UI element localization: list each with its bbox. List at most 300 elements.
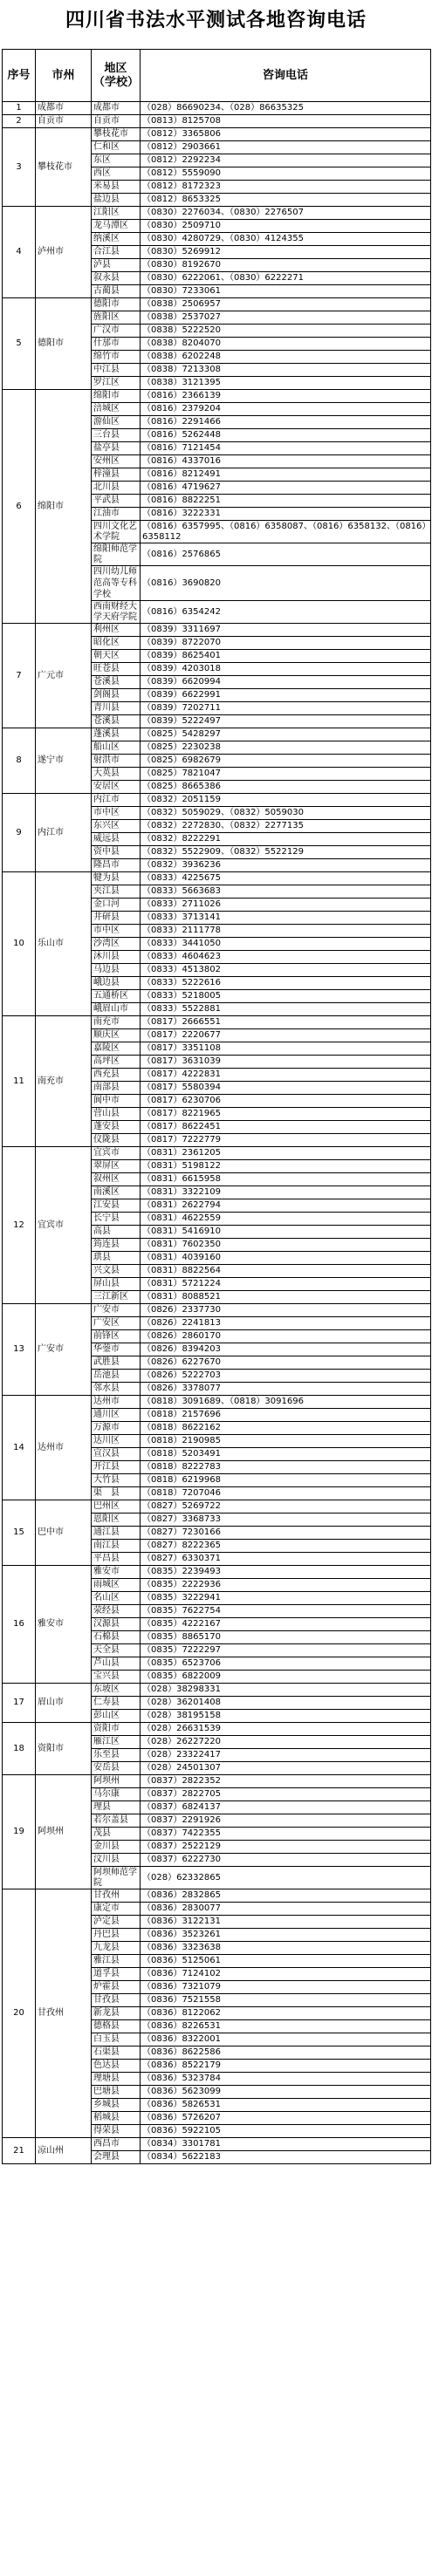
area-cell: 名山区	[92, 1592, 141, 1605]
phone-cell: （028）23322417	[141, 1749, 431, 1762]
table-row	[3, 1889, 431, 1903]
area-cell: 汶川县	[92, 1854, 141, 1867]
area-cell: 高坪区	[92, 1056, 141, 1069]
city-cell: 凉山州	[36, 2138, 92, 2164]
area-cell: 稻城县	[92, 2112, 141, 2125]
area-cell: 三台县	[92, 429, 141, 442]
phone-cell: （0818）6219968	[141, 1474, 431, 1487]
phone-cell: （0816）2379204	[141, 403, 431, 416]
table-row	[3, 1566, 431, 1579]
phone-cell: （0818）8222783	[141, 1461, 431, 1474]
phone-cell: （0816）3222331	[141, 508, 431, 521]
phone-cell: （0816）4337016	[141, 455, 431, 468]
area-cell: 金川县	[92, 1841, 141, 1854]
header-city: 市州	[36, 50, 92, 102]
phone-cell: （028）62332865	[141, 1867, 431, 1889]
area-cell: 剑阁县	[92, 689, 141, 702]
phone-cell: （0825）5428297	[141, 728, 431, 741]
phone-cell: （0837）6222730	[141, 1854, 431, 1867]
phone-cell: （0827）3368733	[141, 1513, 431, 1527]
phone-cell: （0818）7207046	[141, 1487, 431, 1500]
city-cell: 泸州市	[36, 207, 92, 298]
area-cell: 中江县	[92, 364, 141, 377]
area-cell: 犍为县	[92, 872, 141, 885]
phone-cell: （0818）8622162	[141, 1422, 431, 1435]
area-cell: 前锋区	[92, 1330, 141, 1343]
phone-cell: （0817）2220677	[141, 1029, 431, 1042]
phone-cell: （0816）2366139	[141, 390, 431, 403]
phone-cell: （0831）6615958	[141, 1173, 431, 1186]
phone-cell: （0827）7230166	[141, 1527, 431, 1540]
area-cell: 通川区	[92, 1409, 141, 1422]
area-cell: 沙湾区	[92, 938, 141, 951]
area-cell: 内江市	[92, 794, 141, 807]
city-cell: 广安市	[36, 1304, 92, 1396]
area-cell: 雨城区	[92, 1579, 141, 1592]
phone-cell: （0836）5323784	[141, 2073, 431, 2086]
phone-cell: （028）26631539	[141, 1723, 431, 1736]
phone-cell: （0831）5721224	[141, 1278, 431, 1291]
seq-cell: 4	[3, 207, 36, 298]
table-row	[3, 1396, 431, 1409]
area-cell: 朝天区	[92, 650, 141, 663]
area-cell: 广安区	[92, 1317, 141, 1330]
area-cell: 筠连县	[92, 1239, 141, 1252]
phone-cell: （0833）2711026	[141, 899, 431, 912]
phone-cell: （0835）4222167	[141, 1618, 431, 1631]
area-cell: 安州区	[92, 455, 141, 468]
phone-cell: （028）26227220	[141, 1736, 431, 1749]
area-cell: 大英县	[92, 768, 141, 781]
area-cell: 高县	[92, 1226, 141, 1239]
phone-cell: （0831）3322109	[141, 1186, 431, 1199]
area-cell: 德阳市	[92, 298, 141, 311]
phone-cell: （0835）6523706	[141, 1657, 431, 1671]
phone-cell: （0836）5726207	[141, 2112, 431, 2125]
area-cell: 马边县	[92, 964, 141, 977]
phone-cell: （0838）7213308	[141, 364, 431, 377]
phone-cell: （0837）2522129	[141, 1841, 431, 1854]
phone-cell: （0835）7222297	[141, 1644, 431, 1657]
contact-table	[2, 49, 431, 2164]
area-cell: 开江县	[92, 1461, 141, 1474]
table-row	[3, 115, 431, 128]
area-cell: 西南财经大学天府学院	[92, 601, 141, 624]
seq-cell: 7	[3, 624, 36, 728]
table-row	[3, 390, 431, 403]
area-cell: 江阳区	[92, 207, 141, 220]
table-row	[3, 1016, 431, 1029]
phone-cell: （0830）2509710	[141, 220, 431, 233]
phone-cell: （028）38298331	[141, 1684, 431, 1697]
area-cell: 绵阳市	[92, 390, 141, 403]
phone-cell: （0826）5222703	[141, 1370, 431, 1383]
phone-cell: （0817）2666551	[141, 1016, 431, 1029]
area-cell: 屏山县	[92, 1278, 141, 1291]
phone-cell: （0839）6620994	[141, 676, 431, 689]
area-cell: 甘孜州	[92, 1889, 141, 1903]
area-cell: 南充市	[92, 1016, 141, 1029]
phone-cell: （0831）5416910	[141, 1226, 431, 1239]
area-cell: 白玉县	[92, 2033, 141, 2046]
phone-cell: （0816）4719627	[141, 482, 431, 495]
phone-cell: （0818）2190985	[141, 1435, 431, 1448]
phone-cell: （0836）8122062	[141, 2007, 431, 2020]
table-row	[3, 1775, 431, 1788]
table-row	[3, 207, 431, 220]
phone-cell: （0817）4222831	[141, 1069, 431, 1082]
seq-cell: 11	[3, 1016, 36, 1147]
phone-cell: （0837）2822705	[141, 1788, 431, 1801]
phone-cell: （0812）2903661	[141, 141, 431, 154]
seq-cell: 17	[3, 1684, 36, 1723]
phone-cell: （0835）7622754	[141, 1605, 431, 1618]
city-cell: 内江市	[36, 794, 92, 872]
phone-cell: （0836）2832865	[141, 1889, 431, 1903]
area-cell: 峨眉山市	[92, 1003, 141, 1016]
area-cell: 资中县	[92, 846, 141, 859]
phone-cell: （0826）2241813	[141, 1317, 431, 1330]
area-cell: 安岳县	[92, 1762, 141, 1775]
phone-cell: （0831）4039160	[141, 1252, 431, 1265]
area-cell: 得荣县	[92, 2125, 141, 2138]
area-cell: 珙县	[92, 1252, 141, 1265]
phone-cell: （0830）6222061、（0830）6222271	[141, 272, 431, 285]
phone-cell: （0816）8212491	[141, 468, 431, 482]
city-cell: 阿坝州	[36, 1775, 92, 1889]
area-cell: 什邡市	[92, 338, 141, 351]
phone-cell: （0834）3301781	[141, 2138, 431, 2151]
area-cell: 仁寿县	[92, 1697, 141, 1710]
area-cell: 古蔺县	[92, 285, 141, 298]
area-cell: 旺苍县	[92, 663, 141, 676]
area-cell: 阿坝师范学院	[92, 1867, 141, 1889]
area-cell: 泸县	[92, 259, 141, 272]
seq-cell: 16	[3, 1566, 36, 1684]
phone-cell: （0812）2292234	[141, 154, 431, 167]
phone-cell: （0817）5580394	[141, 1082, 431, 1095]
area-cell: 大竹县	[92, 1474, 141, 1487]
area-cell: 盐边县	[92, 194, 141, 207]
phone-cell: （0830）7233061	[141, 285, 431, 298]
phone-cell: （0830）5269912	[141, 246, 431, 259]
city-cell: 遂宁市	[36, 728, 92, 794]
area-cell: 新龙县	[92, 2007, 141, 2020]
seq-cell: 3	[3, 128, 36, 207]
table-row	[3, 794, 431, 807]
city-cell: 达州市	[36, 1396, 92, 1500]
area-cell: 茂县	[92, 1828, 141, 1841]
phone-cell: （0818）3091689、（0818）3091696	[141, 1396, 431, 1409]
area-cell: 东坡区	[92, 1684, 141, 1697]
phone-cell: （0831）2361205	[141, 1147, 431, 1160]
phone-cell: （028）36201408	[141, 1697, 431, 1710]
area-cell: 广安市	[92, 1304, 141, 1317]
area-cell: 苍溪县	[92, 715, 141, 728]
phone-cell: （0832）2272830、（0832）2277135	[141, 820, 431, 833]
phone-cell: （0832）3936236	[141, 859, 431, 872]
area-cell: 峨边县	[92, 977, 141, 990]
table-row	[3, 1684, 431, 1697]
area-cell: 理县	[92, 1801, 141, 1814]
city-cell: 甘孜州	[36, 1889, 92, 2138]
phone-cell: （0827）8222365	[141, 1540, 431, 1553]
phone-cell: （0826）2337730	[141, 1304, 431, 1317]
table-row	[3, 128, 431, 141]
area-cell: 乡城县	[92, 2099, 141, 2112]
area-cell: 雅安市	[92, 1566, 141, 1579]
area-cell: 色达县	[92, 2060, 141, 2073]
area-cell: 平武县	[92, 495, 141, 508]
area-cell: 九龙县	[92, 1942, 141, 1955]
seq-cell: 8	[3, 728, 36, 794]
phone-cell: （0817）8622451	[141, 1121, 431, 1134]
area-cell: 射洪市	[92, 755, 141, 768]
phone-cell: （0838）5222520	[141, 325, 431, 338]
phone-cell: （0838）2506957	[141, 298, 431, 311]
phone-cell: （0836）8522179	[141, 2060, 431, 2073]
area-cell: 沐川县	[92, 951, 141, 964]
seq-cell: 5	[3, 298, 36, 390]
area-cell: 叙永县	[92, 272, 141, 285]
phone-cell: （0831）8822564	[141, 1265, 431, 1278]
phone-cell: （0826）3378077	[141, 1383, 431, 1396]
area-cell: 利州区	[92, 624, 141, 637]
city-cell: 乐山市	[36, 872, 92, 1016]
area-cell: 旌阳区	[92, 311, 141, 325]
city-cell: 德阳市	[36, 298, 92, 390]
area-cell: 自贡市	[92, 115, 141, 128]
area-cell: 绵竹市	[92, 351, 141, 364]
phone-cell: （0827）6330371	[141, 1553, 431, 1566]
phone-cell: （0835）8865170	[141, 1631, 431, 1644]
phone-cell: （0832）2051159	[141, 794, 431, 807]
phone-cell: （0836）5623099	[141, 2086, 431, 2099]
phone-cell: （0832）8222291	[141, 833, 431, 846]
area-cell: 广汉市	[92, 325, 141, 338]
table-row	[3, 1723, 431, 1736]
phone-cell: （0817）8221965	[141, 1108, 431, 1121]
phone-cell: （0827）5269722	[141, 1500, 431, 1513]
phone-cell: （0813）8125708	[141, 115, 431, 128]
phone-cell: （0816）5262448	[141, 429, 431, 442]
area-cell: 西区	[92, 167, 141, 181]
table-row	[3, 872, 431, 885]
phone-cell: （0833）5522881	[141, 1003, 431, 1016]
phone-cell: （0816）2576865	[141, 543, 431, 566]
phone-cell: （0832）5059029、（0832）5059030	[141, 807, 431, 820]
phone-cell: （0836）8322001	[141, 2033, 431, 2046]
area-cell: 北川县	[92, 482, 141, 495]
area-cell: 叙州区	[92, 1173, 141, 1186]
phone-cell: （0831）8088521	[141, 1291, 431, 1304]
area-cell: 四川文化艺术学院	[92, 521, 141, 543]
area-cell: 康定市	[92, 1903, 141, 1916]
table-row	[3, 1147, 431, 1160]
area-cell: 营山县	[92, 1108, 141, 1121]
seq-cell: 1	[3, 102, 36, 115]
area-cell: 昭化区	[92, 637, 141, 650]
area-cell: 合江县	[92, 246, 141, 259]
area-cell: 恩阳区	[92, 1513, 141, 1527]
phone-cell: （0816）6354242	[141, 601, 431, 624]
area-cell: 米易县	[92, 181, 141, 194]
area-cell: 会理县	[92, 2151, 141, 2164]
phone-cell: （0825）7821047	[141, 768, 431, 781]
area-cell: 井研县	[92, 912, 141, 925]
phone-cell: （0837）2291926	[141, 1814, 431, 1828]
phone-cell: （028）24501307	[141, 1762, 431, 1775]
area-cell: 仁和区	[92, 141, 141, 154]
area-cell: 西充县	[92, 1069, 141, 1082]
area-cell: 长宁县	[92, 1213, 141, 1226]
area-cell: 武胜县	[92, 1356, 141, 1370]
table-row	[3, 2138, 431, 2151]
area-cell: 丹巴县	[92, 1929, 141, 1942]
seq-cell: 20	[3, 1889, 36, 2138]
phone-cell: （0833）5222616	[141, 977, 431, 990]
phone-cell: （0826）8394203	[141, 1343, 431, 1356]
area-cell: 蓬安县	[92, 1121, 141, 1134]
table-body	[3, 102, 431, 2164]
area-cell: 雅江县	[92, 1955, 141, 1968]
area-cell: 达川区	[92, 1435, 141, 1448]
table-header-row	[3, 50, 431, 102]
phone-cell: （0836）3323638	[141, 1942, 431, 1955]
table-row	[3, 624, 431, 637]
area-cell: 彭山区	[92, 1710, 141, 1723]
area-cell: 船山区	[92, 741, 141, 755]
seq-cell: 10	[3, 872, 36, 1016]
header-seq: 序号	[3, 50, 36, 102]
table-row	[3, 728, 431, 741]
area-cell: 嘉陵区	[92, 1042, 141, 1056]
area-cell: 五通桥区	[92, 990, 141, 1003]
area-cell: 道孚县	[92, 1968, 141, 1981]
phone-cell: （0836）8622586	[141, 2046, 431, 2060]
header-area: 地区（学校）	[92, 50, 141, 102]
area-cell: 江安县	[92, 1199, 141, 1213]
phone-cell: （0838）6202248	[141, 351, 431, 364]
phone-cell: （0812）5559090	[141, 167, 431, 181]
seq-cell: 2	[3, 115, 36, 128]
area-cell: 渠 县	[92, 1487, 141, 1500]
phone-cell: （0836）7521558	[141, 1994, 431, 2007]
area-cell: 德格县	[92, 2020, 141, 2033]
phone-cell: （0831）2622794	[141, 1199, 431, 1213]
phone-cell: （0836）2830077	[141, 1903, 431, 1916]
seq-cell: 21	[3, 2138, 36, 2164]
area-cell: 通江县	[92, 1527, 141, 1540]
seq-cell: 12	[3, 1147, 36, 1304]
seq-cell: 18	[3, 1723, 36, 1775]
page-title: 四川省书法水平测试各地咨询电话	[65, 10, 367, 31]
area-cell: 石棉县	[92, 1631, 141, 1644]
city-cell: 雅安市	[36, 1566, 92, 1684]
area-cell: 南江县	[92, 1540, 141, 1553]
phone-cell: （0831）5198122	[141, 1160, 431, 1173]
area-cell: 威远县	[92, 833, 141, 846]
phone-cell: （0837）7422355	[141, 1828, 431, 1841]
area-cell: 龙马潭区	[92, 220, 141, 233]
phone-cell: （0833）3713141	[141, 912, 431, 925]
area-cell: 蓬溪县	[92, 728, 141, 741]
phone-cell: （0833）4225675	[141, 872, 431, 885]
area-cell: 达州市	[92, 1396, 141, 1409]
city-cell: 巴中市	[36, 1500, 92, 1566]
area-cell: 若尔盖县	[92, 1814, 141, 1828]
area-cell: 四川幼儿师范高等专科学校	[92, 566, 141, 601]
phone-cell: （0839）3311697	[141, 624, 431, 637]
table-row	[3, 1500, 431, 1513]
area-cell: 资阳市	[92, 1723, 141, 1736]
phone-cell: （0833）4513802	[141, 964, 431, 977]
area-cell: 涪城区	[92, 403, 141, 416]
area-cell: 安居区	[92, 781, 141, 794]
phone-cell: （0816）3690820	[141, 566, 431, 601]
area-cell: 阆中市	[92, 1095, 141, 1108]
area-cell: 市中区	[92, 925, 141, 938]
phone-cell: （0817）6230706	[141, 1095, 431, 1108]
area-cell: 东兴区	[92, 820, 141, 833]
area-cell: 游仙区	[92, 416, 141, 429]
city-cell: 攀枝花市	[36, 128, 92, 207]
area-cell: 华蓥市	[92, 1343, 141, 1356]
phone-cell: （0839）8722070	[141, 637, 431, 650]
city-cell: 绵阳市	[36, 390, 92, 624]
phone-cell: （0836）3122131	[141, 1916, 431, 1929]
city-cell: 广元市	[36, 624, 92, 728]
area-cell: 金口河	[92, 899, 141, 912]
phone-cell: （0817）7222779	[141, 1134, 431, 1147]
phone-cell: （0836）8226531	[141, 2020, 431, 2033]
phone-cell: （0836）3523261	[141, 1929, 431, 1942]
area-cell: 巴塘县	[92, 2086, 141, 2099]
city-cell: 资阳市	[36, 1723, 92, 1775]
phone-cell: （0833）2111778	[141, 925, 431, 938]
area-cell: 芦山县	[92, 1657, 141, 1671]
phone-cell: （0835）6822009	[141, 1671, 431, 1684]
seq-cell: 13	[3, 1304, 36, 1396]
area-cell: 仪陇县	[92, 1134, 141, 1147]
city-cell: 南充市	[36, 1016, 92, 1147]
area-cell: 三江新区	[92, 1291, 141, 1304]
phone-cell: （0825）8665386	[141, 781, 431, 794]
phone-cell: （0831）7602350	[141, 1239, 431, 1252]
table-row	[3, 1304, 431, 1317]
phone-cell: （0830）4280729、（0830）4124355	[141, 233, 431, 246]
seq-cell: 14	[3, 1396, 36, 1500]
area-cell: 乐至县	[92, 1749, 141, 1762]
phone-cell: （028）86690234、（028）86635325	[141, 102, 431, 115]
area-cell: 泸定县	[92, 1916, 141, 1929]
phone-cell: （0839）5222497	[141, 715, 431, 728]
phone-cell: （0833）4604623	[141, 951, 431, 964]
area-cell: 西昌市	[92, 2138, 141, 2151]
phone-cell: （0830）8192670	[141, 259, 431, 272]
phone-cell: （0833）3441050	[141, 938, 431, 951]
phone-cell: （0825）6982679	[141, 755, 431, 768]
phone-cell: （0833）5663683	[141, 885, 431, 899]
area-cell: 理塘县	[92, 2073, 141, 2086]
phone-cell: （0835）2239493	[141, 1566, 431, 1579]
area-cell: 青川县	[92, 702, 141, 715]
phone-cell: （0836）7321079	[141, 1981, 431, 1994]
seq-cell: 6	[3, 390, 36, 624]
phone-cell: （0816）6357995、（0816）6358087、（0816）6358132、（0816）6358112	[141, 521, 431, 543]
phone-cell: （0831）4622559	[141, 1213, 431, 1226]
phone-cell: （0836）5125061	[141, 1955, 431, 1968]
